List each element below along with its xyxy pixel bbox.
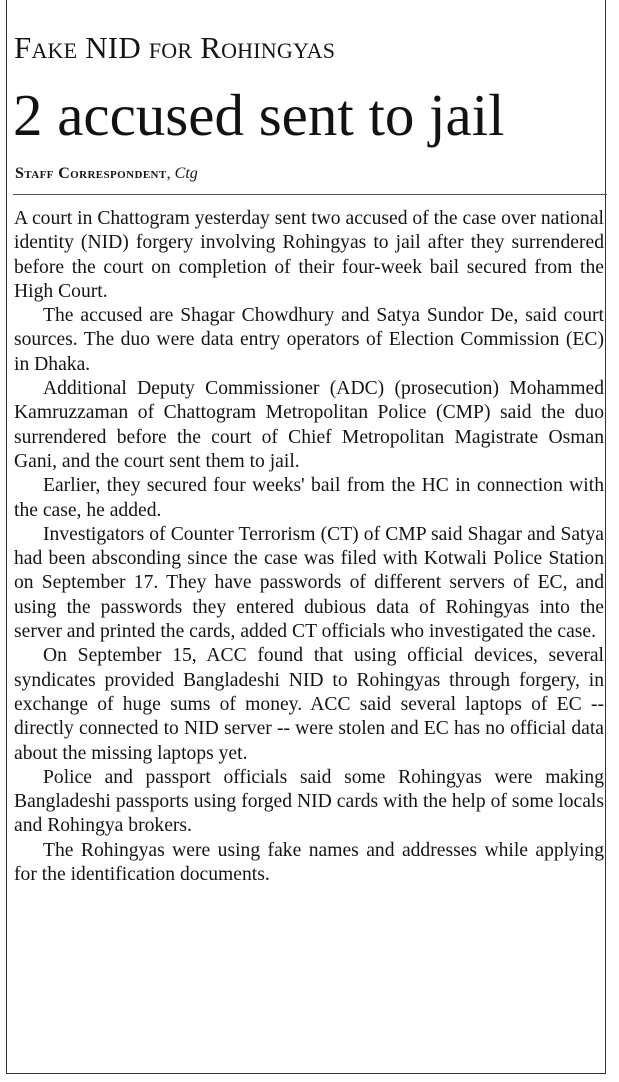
byline-location: Ctg <box>174 165 198 182</box>
article-body <box>14 207 604 887</box>
main-headline: 2 accused sent to jail <box>13 82 505 148</box>
article-paragraph: The Rohingyas were using fake names and addresses while applying for the identification documents. <box>14 839 604 886</box>
article-paragraph: On September 15, ACC found that using official devices, several syndicates provided Bangladeshi NID to Rohingyas through forgery, in exchange of huge sums of money. ACC said several laptops of EC -- directly connected to NID server -- were stolen and EC has no official data about the missing laptops yet. <box>14 645 604 764</box>
article-paragraph: A court in Chattogram yesterday sent two accused of the case over national identity (NID) forgery involving Rohingyas to jail after they surrendered before the court on completion of their four-week bail secured from the High Court. <box>14 208 604 302</box>
byline-divider <box>13 194 607 195</box>
article-paragraph: Earlier, they secured four weeks' bail from the HC in connection with the case, he added. <box>14 475 604 521</box>
byline-author: Staff Correspondent <box>15 165 167 182</box>
kicker-headline: Fake NID for Rohingyas <box>14 30 336 65</box>
article-paragraph: Investigators of Counter Terrorism (CT) of CMP said Shagar and Satya had been absconding since the case was filed with Kotwali Police Station on September 17. They have passwords of different servers of EC, and using the passwords they entered dubious data of Rohingyas into the server and printed the cards, added CT officials who investigated the case. <box>14 523 604 643</box>
byline-separator: , <box>166 165 175 182</box>
article-paragraph: The accused are Shagar Chowdhury and Satya Sundor De, said court sources. The duo were data entry operators of Election Commission (EC) in Dhaka. <box>14 305 604 375</box>
article-paragraph: Police and passport officials said some Rohingyas were making Bangladeshi passports using forged NID cards with the help of some locals and Rohingya brokers. <box>14 766 604 837</box>
byline <box>15 164 198 184</box>
article-paragraph: Additional Deputy Commissioner (ADC) (prosecution) Mohammed Kamruzzaman of Chattogram Metropolitan Police (CMP) said the duo surrendered before the court of Chief Metropolitan Magistrate Osman Gani, and the court sent them to jail. <box>14 378 604 472</box>
